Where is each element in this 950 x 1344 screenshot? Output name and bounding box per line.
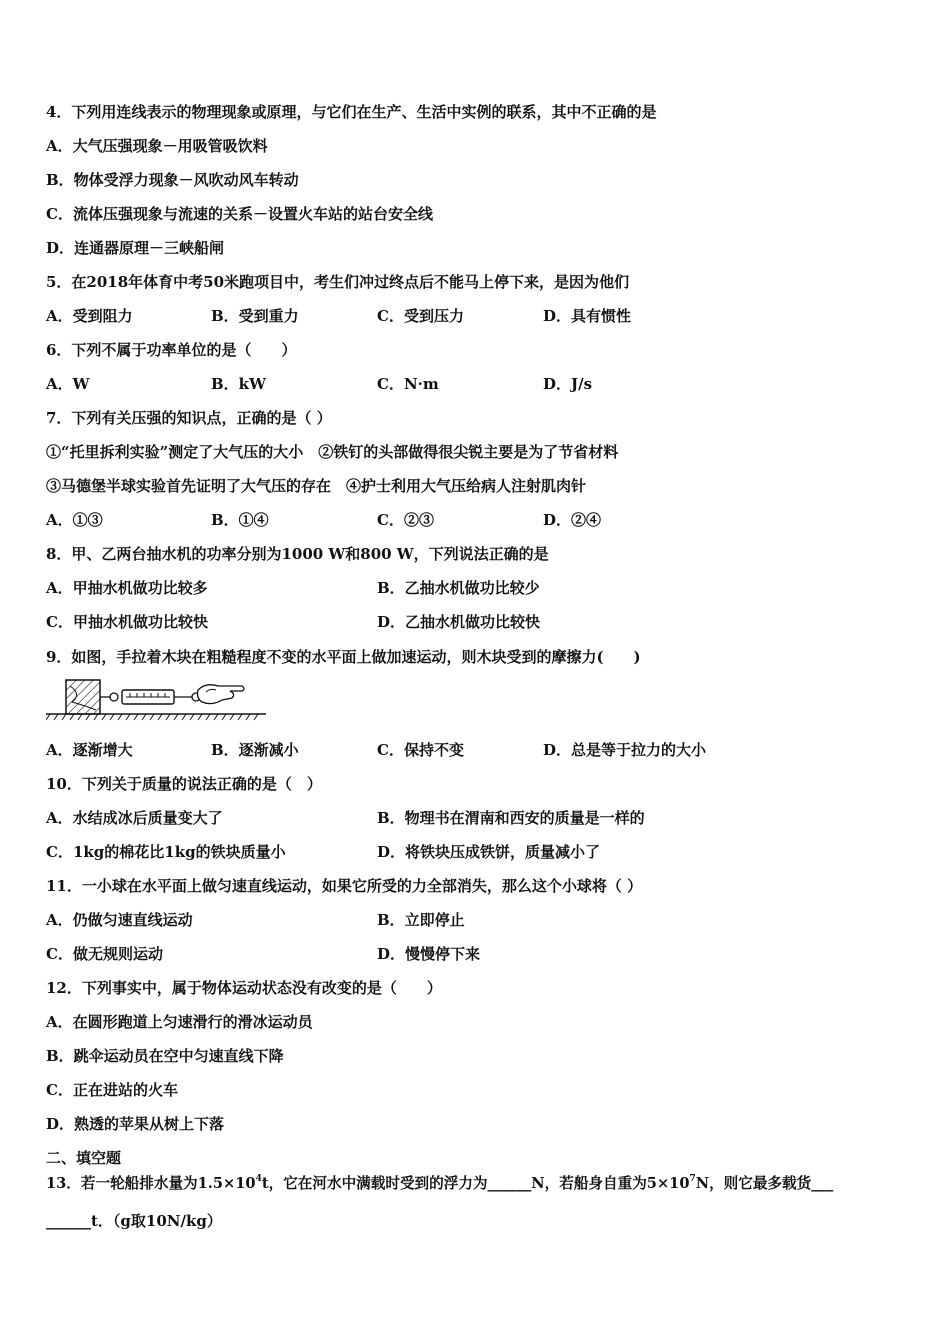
q7-statements-2: ③马德堡半球实验首先证明了大气压的存在 ④护士利用大气压给病人注射肌肉针	[46, 477, 587, 495]
q8-stem: 8．甲、乙两台抽水机的功率分别为1000 W和800 W，下列说法正确的是	[46, 545, 549, 563]
q9-option-d: D．总是等于拉力的大小	[543, 741, 707, 759]
q6-stem: 6．下列不属于功率单位的是（ ）	[46, 341, 297, 359]
q13-exponent-1: 4	[255, 1174, 262, 1185]
q4-option-b: B．物体受浮力现象－风吹动风车转动	[46, 171, 299, 189]
q6-option-a: A．W	[46, 375, 90, 393]
q6-option-d: D．J/s	[543, 375, 593, 393]
q7-option-d: D．②④	[543, 511, 602, 529]
q13-text-1: 13．若一轮船排水量为1.5×10	[46, 1175, 256, 1192]
q5-option-a: A．受到阻力	[46, 307, 133, 325]
section-heading: 二、填空题	[46, 1149, 122, 1167]
q11-option-b: B．立即停止	[377, 911, 465, 929]
q7-statements-1: ①“托里拆利实验”测定了大气压的大小 ②铁钉的头部做得很尖锐主要是为了节省材料	[46, 443, 619, 461]
q11-option-c: C．做无规则运动	[46, 945, 163, 963]
q11-option-d: D．慢慢停下来	[377, 945, 481, 963]
q8-option-b: B．乙抽水机做功比较少	[377, 579, 540, 597]
q5-option-b: B．受到重力	[211, 307, 299, 325]
q6-option-b: B．kW	[211, 375, 266, 393]
q11-stem: 11．一小球在水平面上做匀速直线运动，如果它所受的力全部消失，那么这个小球将（ ）	[46, 877, 643, 895]
q12-option-d: D．熟透的苹果从树上下落	[46, 1115, 225, 1133]
q5-stem: 5．在2018年体育中考50米跑项目中，考生们冲过终点后不能马上停下来，是因为他们	[46, 273, 630, 291]
q13-exponent-2: 7	[689, 1174, 696, 1185]
q4-option-c: C．流体压强现象与流速的关系－设置火车站的站台安全线	[46, 205, 433, 223]
q13-line-1	[46, 1174, 833, 1194]
q5-option-d: D．具有惯性	[543, 307, 632, 325]
q10-option-b: B．物理书在渭南和西安的质量是一样的	[377, 809, 645, 827]
q12-option-a: A．在圆形跑道上匀速滑行的滑冰运动员	[46, 1013, 313, 1031]
q12-stem: 12．下列事实中，属于物体运动状态没有改变的是（ ）	[46, 979, 442, 997]
q8-option-a: A．甲抽水机做功比较多	[46, 579, 208, 597]
q13-text-3: N，则它最多载货___	[695, 1175, 834, 1192]
q4-stem: 4．下列用连线表示的物理现象或原理，与它们在生产、生活中实例的联系，其中不正确的是	[46, 103, 657, 121]
q8-option-d: D．乙抽水机做功比较快	[377, 613, 541, 631]
q12-option-c: C．正在进站的火车	[46, 1081, 178, 1099]
q9-option-a: A．逐渐增大	[46, 741, 133, 759]
q4-option-a: A．大气压强现象－用吸管吸饮料	[46, 137, 268, 155]
q7-option-c: C．②③	[377, 511, 434, 529]
q9-stem: 9．如图，手拉着木块在粗糙程度不变的水平面上做加速运动，则木块受到的摩擦力( )	[46, 648, 641, 666]
q4-option-d: D．连通器原理－三峡船闸	[46, 239, 225, 257]
q13-text-2: t，它在河水中满载时受到的浮力为______N，若船身自重为5×10	[261, 1175, 690, 1192]
q10-option-c: C．1kg的棉花比1kg的铁块质量小	[46, 843, 286, 861]
q7-option-a: A．①③	[46, 511, 103, 529]
q8-option-c: C．甲抽水机做功比较快	[46, 613, 208, 631]
q9-option-b: B．逐渐减小	[211, 741, 299, 759]
q10-option-a: A．水结成冰后质量变大了	[46, 809, 223, 827]
q5-option-c: C．受到压力	[377, 307, 464, 325]
q6-option-c: C．N·m	[377, 375, 439, 393]
q12-option-b: B．跳伞运动员在空中匀速直线下降	[46, 1047, 284, 1065]
block-spring-scale-figure	[46, 676, 268, 722]
q11-option-a: A．仍做匀速直线运动	[46, 911, 193, 929]
q10-stem: 10．下列关于质量的说法正确的是（ ）	[46, 775, 322, 793]
q7-option-b: B．①④	[211, 511, 269, 529]
q13-line-2: ______t．（g取10N/kg）	[46, 1212, 222, 1230]
q10-option-d: D．将铁块压成铁饼，质量减小了	[377, 843, 601, 861]
q7-stem: 7．下列有关压强的知识点，正确的是（ ）	[46, 409, 332, 427]
q9-option-c: C．保持不变	[377, 741, 464, 759]
